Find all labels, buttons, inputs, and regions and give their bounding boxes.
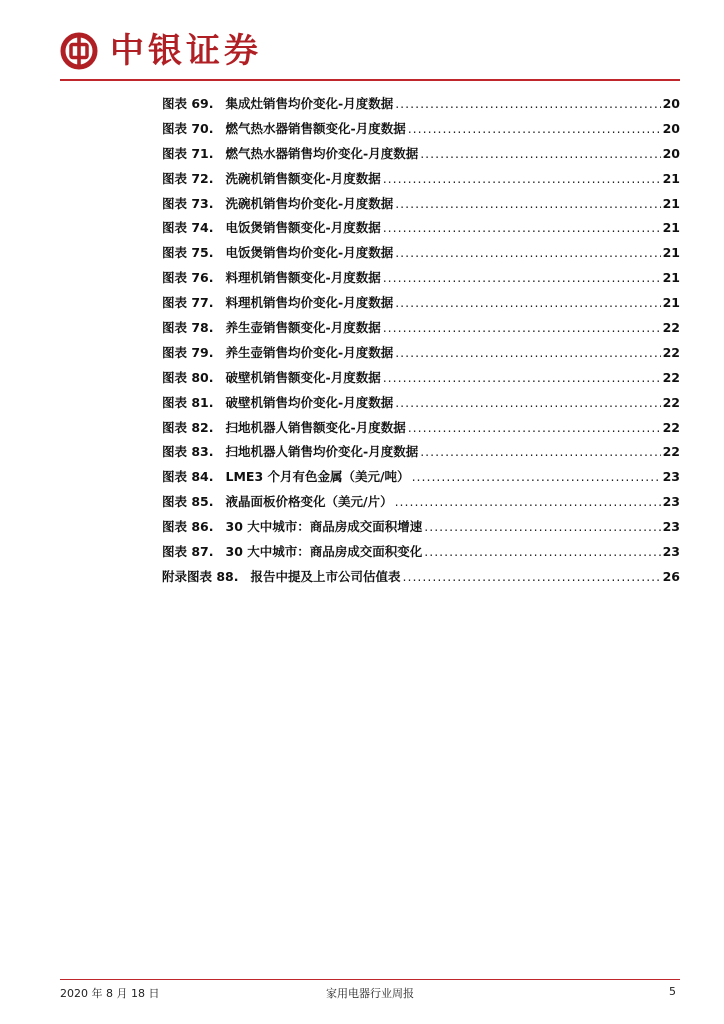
toc-dot-leader xyxy=(424,540,660,565)
toc-entry[interactable] xyxy=(162,117,680,142)
toc-entry-page: 23 xyxy=(662,519,680,535)
toc-entry-number: 图表 85. xyxy=(162,494,214,510)
toc-entry-number: 图表 72. xyxy=(162,170,214,186)
toc-entry-page: 26 xyxy=(662,568,680,584)
toc-entry-number: 图表 83. xyxy=(162,444,214,460)
toc-entry-number: 图表 73. xyxy=(162,195,214,211)
toc-dot-leader xyxy=(408,416,661,441)
toc-entry-page: 20 xyxy=(662,96,680,111)
toc-dot-leader xyxy=(395,291,660,316)
toc-entry-title: 燃气热水器销售额变化-月度数据 xyxy=(225,120,406,136)
toc-entry-title: 液晶面板价格变化（美元/片） xyxy=(225,494,393,510)
toc-entry-title: 燃气热水器销售均价变化-月度数据 xyxy=(225,145,419,161)
toc-entry-page: 21 xyxy=(662,295,680,311)
toc-entry-page: 20 xyxy=(662,120,680,136)
toc-dot-leader xyxy=(403,565,661,590)
footer-report-name: 家用电器行业周报 xyxy=(326,987,414,1000)
toc-dot-leader xyxy=(395,341,660,366)
toc-entry-title: 料理机销售均价变化-月度数据 xyxy=(225,295,394,311)
toc-entry-page: 21 xyxy=(662,195,680,211)
toc-dot-leader xyxy=(383,216,661,241)
toc-entry-title: 30 大中城市：商品房成交面积变化 xyxy=(225,544,423,560)
footer-date: 2020 年 8 月 18 日 xyxy=(60,987,160,1000)
toc-entry[interactable] xyxy=(162,316,680,341)
toc-entry-number: 图表 84. xyxy=(162,469,214,485)
toc-entry-number: 附录图表 88. xyxy=(162,568,239,584)
toc-dot-leader xyxy=(383,316,661,341)
footer-page-number: 5 xyxy=(669,985,676,998)
toc-dot-leader xyxy=(383,266,661,291)
toc-entry[interactable] xyxy=(162,291,680,316)
toc-entry-title: 扫地机器人销售额变化-月度数据 xyxy=(225,419,406,435)
toc-dot-leader xyxy=(395,92,660,117)
toc-entry-title: 报告中提及上市公司估值表 xyxy=(250,568,401,584)
toc-entry[interactable] xyxy=(162,416,680,441)
toc-entry[interactable] xyxy=(162,192,680,217)
toc-entry-number: 图表 86. xyxy=(162,519,214,535)
toc-dot-leader xyxy=(395,490,661,515)
toc-entry[interactable] xyxy=(162,241,680,266)
brand-logo xyxy=(60,32,262,70)
toc-entry-number: 图表 71. xyxy=(162,145,214,161)
toc-entry-page: 22 xyxy=(662,344,680,360)
toc-entry[interactable] xyxy=(162,540,680,565)
toc-dot-leader xyxy=(395,391,660,416)
toc-entry-title: 破壁机销售额变化-月度数据 xyxy=(225,369,381,385)
toc-entry-number: 图表 78. xyxy=(162,320,214,336)
toc-entry-number: 图表 69. xyxy=(162,96,214,111)
toc-entry-page: 20 xyxy=(662,145,680,161)
toc-entry-title: 洗碗机销售额变化-月度数据 xyxy=(225,170,381,186)
toc-entry[interactable] xyxy=(162,515,680,540)
toc-entry-title: 30 大中城市：商品房成交面积增速 xyxy=(225,519,423,535)
toc-entry-page: 21 xyxy=(662,270,680,286)
toc-entry-number: 图表 76. xyxy=(162,270,214,286)
toc-entry-title: 电饭煲销售均价变化-月度数据 xyxy=(225,245,394,261)
toc-entry-title: 扫地机器人销售均价变化-月度数据 xyxy=(225,444,419,460)
toc-entry-page: 22 xyxy=(662,419,680,435)
toc-entry-page: 22 xyxy=(662,369,680,385)
toc-entry-page: 22 xyxy=(662,444,680,460)
toc-dot-leader xyxy=(412,465,661,490)
toc-entry[interactable] xyxy=(162,341,680,366)
toc-entry-page: 21 xyxy=(662,245,680,261)
bank-of-china-logo-icon xyxy=(60,32,98,70)
toc-entry-title: 集成灶销售均价变化-月度数据 xyxy=(225,96,394,111)
toc-entry-page: 21 xyxy=(662,220,680,236)
brand-name: 中银证券 xyxy=(110,31,262,71)
toc-entry-page: 22 xyxy=(662,394,680,410)
header-divider xyxy=(60,79,680,81)
toc-entry-number: 图表 74. xyxy=(162,220,214,236)
page-header xyxy=(0,0,724,86)
toc-entry[interactable] xyxy=(162,266,680,291)
toc-dot-leader xyxy=(408,117,661,142)
toc-dot-leader xyxy=(395,241,660,266)
toc-entry-title: LME3 个月有色金属（美元/吨） xyxy=(225,469,410,485)
toc-entry-page: 23 xyxy=(662,494,680,510)
toc-entry[interactable] xyxy=(162,565,680,590)
toc-entry[interactable] xyxy=(162,440,680,465)
toc-entry[interactable] xyxy=(162,167,680,192)
toc-dot-leader xyxy=(383,167,661,192)
toc-entry-page: 23 xyxy=(662,544,680,560)
toc-entry-number: 图表 82. xyxy=(162,419,214,435)
toc-entry-title: 养生壶销售额变化-月度数据 xyxy=(225,320,381,336)
toc-dot-leader xyxy=(420,440,660,465)
toc-entry-page: 22 xyxy=(662,320,680,336)
toc-entry[interactable] xyxy=(162,465,680,490)
toc-entry-number: 图表 81. xyxy=(162,394,214,410)
figure-list xyxy=(162,92,680,590)
toc-entry-title: 洗碗机销售均价变化-月度数据 xyxy=(225,195,394,211)
toc-dot-leader xyxy=(383,366,661,391)
toc-entry-number: 图表 80. xyxy=(162,369,214,385)
toc-entry-title: 破壁机销售均价变化-月度数据 xyxy=(225,394,394,410)
toc-dot-leader xyxy=(424,515,660,540)
toc-dot-leader xyxy=(395,192,660,217)
toc-entry[interactable] xyxy=(162,92,680,117)
footer-divider xyxy=(60,979,680,980)
toc-entry-number: 图表 79. xyxy=(162,344,214,360)
toc-entry-page: 21 xyxy=(662,170,680,186)
toc-entry-page: 23 xyxy=(662,469,680,485)
toc-entry[interactable] xyxy=(162,366,680,391)
toc-entry-number: 图表 87. xyxy=(162,544,214,560)
toc-entry[interactable] xyxy=(162,216,680,241)
toc-entry-title: 料理机销售额变化-月度数据 xyxy=(225,270,381,286)
toc-entry-number: 图表 70. xyxy=(162,120,214,136)
toc-dot-leader xyxy=(420,142,660,167)
toc-entry-title: 电饭煲销售额变化-月度数据 xyxy=(225,220,381,236)
toc-entry-number: 图表 75. xyxy=(162,245,214,261)
toc-entry-title: 养生壶销售均价变化-月度数据 xyxy=(225,344,394,360)
toc-entry[interactable] xyxy=(162,142,680,167)
toc-entry[interactable] xyxy=(162,490,680,515)
toc-entry-number: 图表 77. xyxy=(162,295,214,311)
toc-entry[interactable] xyxy=(162,391,680,416)
